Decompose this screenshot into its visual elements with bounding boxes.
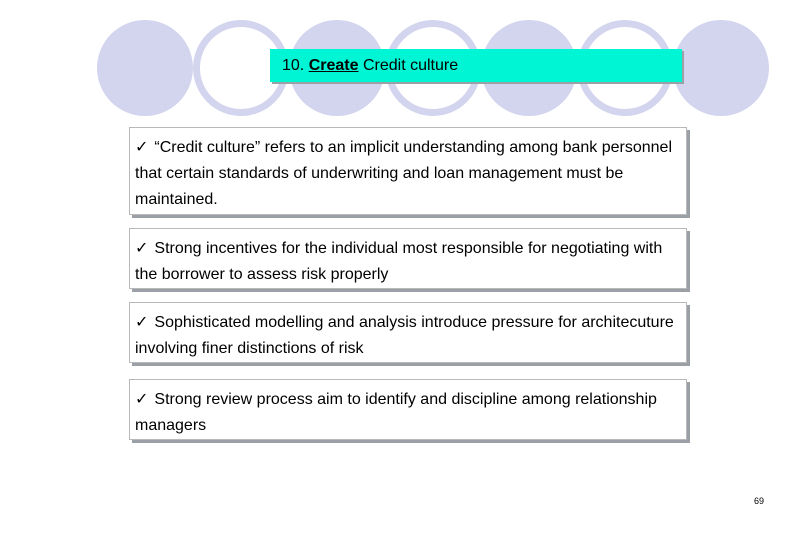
slide-title [282, 57, 458, 75]
slide-title-bar [270, 49, 682, 82]
checkmark-icon: ✓ [135, 314, 149, 331]
checkmark-icon: ✓ [135, 391, 149, 408]
title-rest: Credit culture [362, 57, 459, 74]
bullet-box-4 [129, 379, 687, 440]
bullet-box-1 [129, 127, 687, 215]
decor-circle-7 [673, 20, 769, 116]
title-number: 10. [282, 57, 305, 74]
checkmark-icon: ✓ [135, 139, 149, 156]
decor-circle-1 [97, 20, 193, 116]
checkmark-icon: ✓ [135, 240, 149, 257]
page-number: 69 [753, 496, 764, 506]
bullet-box-3 [129, 302, 687, 363]
bullet-text-1: “Credit culture” refers to an implicit understanding among bank personnel that certain standards of underwriting and loan management must be maintained. [135, 139, 673, 208]
bullet-text-2: Strong incentives for the individual most responsible for negotiating with the borrower to assess risk properly [135, 240, 663, 283]
bullet-box-2 [129, 228, 687, 289]
title-emphasis: Create [308, 57, 359, 74]
bullet-text-4: Strong review process aim to identify and discipline among relationship managers [135, 391, 657, 434]
bullet-text-3: Sophisticated modelling and analysis introduce pressure for architecuture involving finer distinctions of risk [135, 314, 674, 357]
